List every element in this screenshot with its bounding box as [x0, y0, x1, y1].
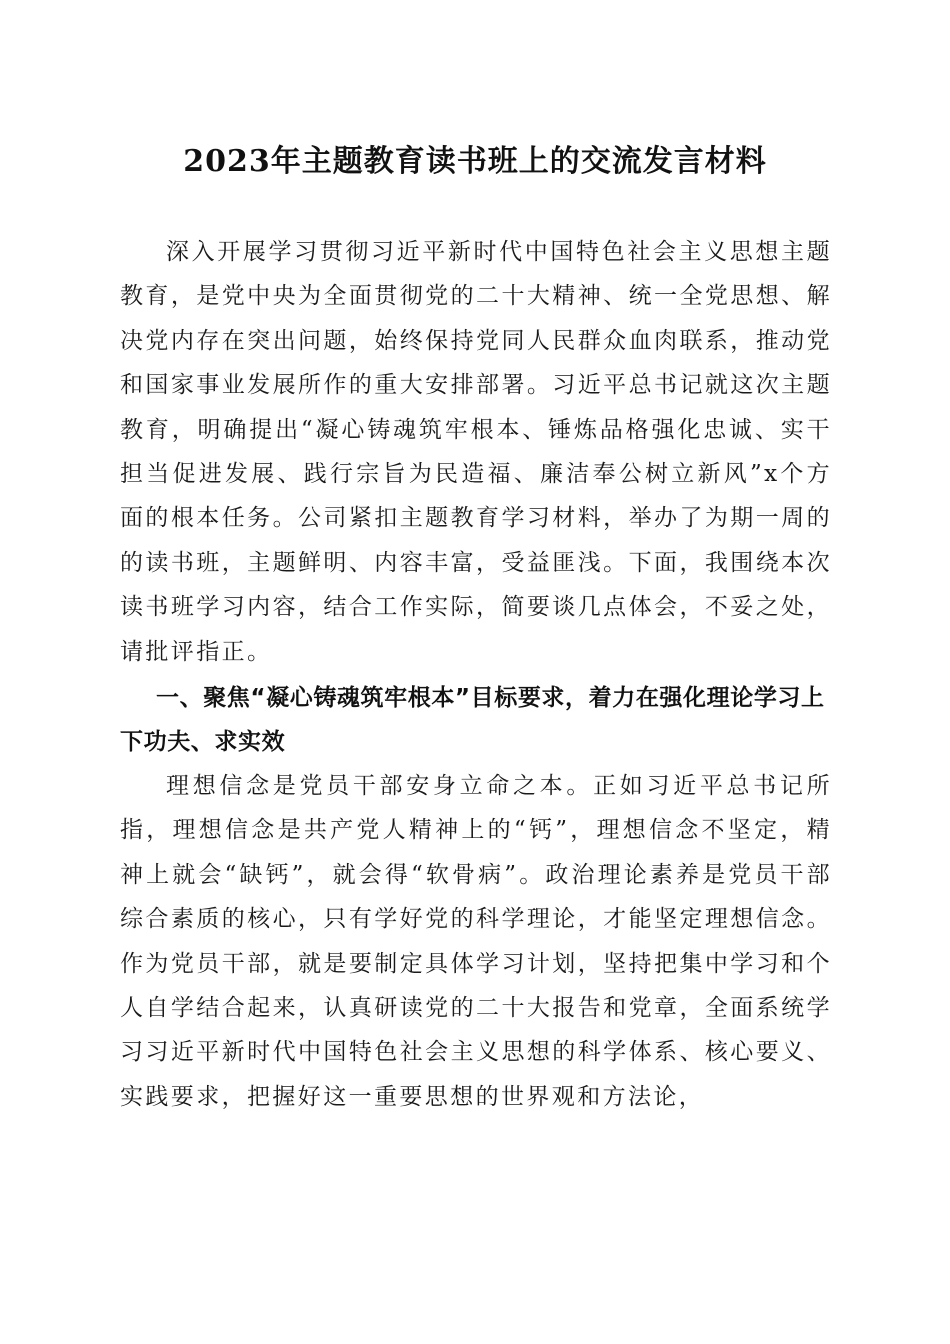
document-title: 2023年主题教育读书班上的交流发言材料: [183, 144, 767, 179]
section-1-paragraph: 理想信念是党员干部安身立命之本。正如习近平总书记所指，理想信念是共产党人精神上的“钙”，理想信念不坚定，精神上就会“缺钙”，就会得“软骨病”。政治理论素养是党员干部综合素质的核心，只有学好党的科学理论，才能坚定理想信念。作为党员干部，就是要制定具体学习计划，坚持把集中学习和个人自学结合起来，认真研读党的二十大报告和党章，全面系统学习习近平新时代中国特色社会主义思想的科学体系、核心要义、实践要求，把握好这一重要思想的世界观和方法论，: [120, 773, 832, 1110]
intro-paragraph: 深入开展学习贯彻习近平新时代中国特色社会主义思想主题教育，是党中央为全面贯彻党的二十大精神、统一全党思想、解决党内存在突出问题，始终保持党同人民群众血肉联系，推动党和国家事业发展所作的重大安排部署。习近平总书记就这次主题教育，明确提出“凝心铸魂筑牢根本、锤炼品格强化忠诚、实干担当促进发展、践行宗旨为民造福、廉洁奉公树立新风”x个方面的根本任务。公司紧扣主题教育学习材料，举办了为期一周的的读书班，主题鲜明、内容丰富，受益匪浅。下面，我围绕本次读书班学习内容，结合工作实际，简要谈几点体会，不妥之处，请批评指正。: [120, 239, 832, 665]
section-heading-1: 一、聚焦“凝心铸魂筑牢根本”目标要求，着力在强化理论学习上下功夫、求实效: [120, 685, 825, 756]
